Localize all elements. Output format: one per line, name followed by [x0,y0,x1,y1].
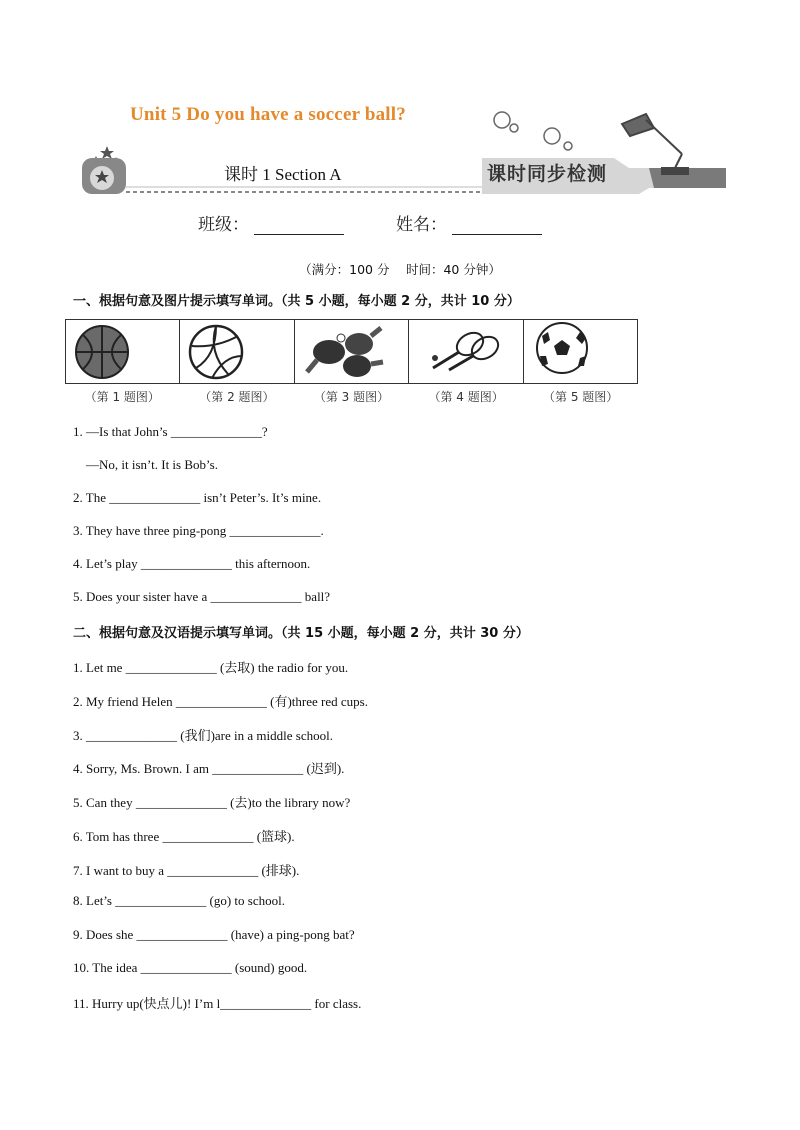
picture-cell [409,320,523,383]
score-info: （满分：100 分 时间：40 分钟） [299,262,501,277]
question: 6. Tom has three ______________ (篮球). [73,829,295,844]
section1-heading: 一、根据句意及图片提示填写单词。（共 5 小题，每小题 2 分，共计 10 分） [73,294,520,309]
basketball-icon [72,322,132,382]
picture-captions [65,388,638,405]
name-blank[interactable] [452,220,542,235]
caption: （第 2 题图） [199,390,275,404]
caption: （第 1 题图） [84,390,160,404]
ping-pong-bats-icon [301,322,401,382]
question: 9. Does she ______________ (have) a ping-pong bat? [73,927,355,942]
section2-heading: 二、根据句意及汉语提示填写单词。（共 15 小题，每小题 2 分，共计 30 分） [73,626,529,641]
picture-cell [180,320,294,383]
question: 8. Let’s ______________ (go) to school. [73,893,285,908]
desk-lamp-icon [622,114,688,174]
question: 5. Does your sister have a ______________ ball? [73,589,331,604]
question: 10. The idea ______________ (sound) good. [73,960,308,975]
picture-cell [66,320,180,383]
question: 4. Let’s play ______________ this afternoon. [73,556,311,571]
page-title: Unit 5 Do you have a soccer ball? [130,104,406,125]
soccer-ball-icon [530,322,594,382]
name-field[interactable] [396,210,542,235]
question: 7. I want to buy a ______________ (排球). [73,863,300,878]
question: 2. My friend Helen ______________ (有)three red cups. [73,694,368,709]
question: 3. ______________ (我们)are in a middle school. [73,728,333,743]
bubble-icon [494,112,572,150]
question: 1. —Is that John’s ______________? [73,424,268,439]
caption: （第 3 题图） [313,390,390,404]
picture-cell [295,320,409,383]
picture-cell [524,320,637,383]
question: 11. Hurry up(快点儿)! I’m l______________ for class. [73,996,362,1011]
tennis-rackets-icon [415,322,505,382]
caption: （第 4 题图） [428,390,504,404]
question-answer-line: —No, it isn’t. It is Bob’s. [86,457,218,472]
name-label: 姓名： [396,215,447,235]
question: 4. Sorry, Ms. Brown. I am ______________ (迟到). [73,761,345,776]
volleyball-icon [186,322,246,382]
class-label: 班级： [198,215,249,235]
class-blank[interactable] [254,220,344,235]
class-field[interactable] [198,210,344,235]
question: 2. The ______________ isn’t Peter’s. It’s mine. [73,490,322,505]
question: 5. Can they ______________ (去)to the library now? [73,795,351,810]
picture-table [65,319,638,384]
lesson-label: 课时 1 Section A [224,165,342,184]
badge-label: 课时同步检测 [487,163,608,185]
caption: （第 5 题图） [543,390,619,404]
question: 3. They have three ping-pong ______________. [73,523,324,538]
question: 1. Let me ______________ (去取) the radio for you. [73,660,349,675]
